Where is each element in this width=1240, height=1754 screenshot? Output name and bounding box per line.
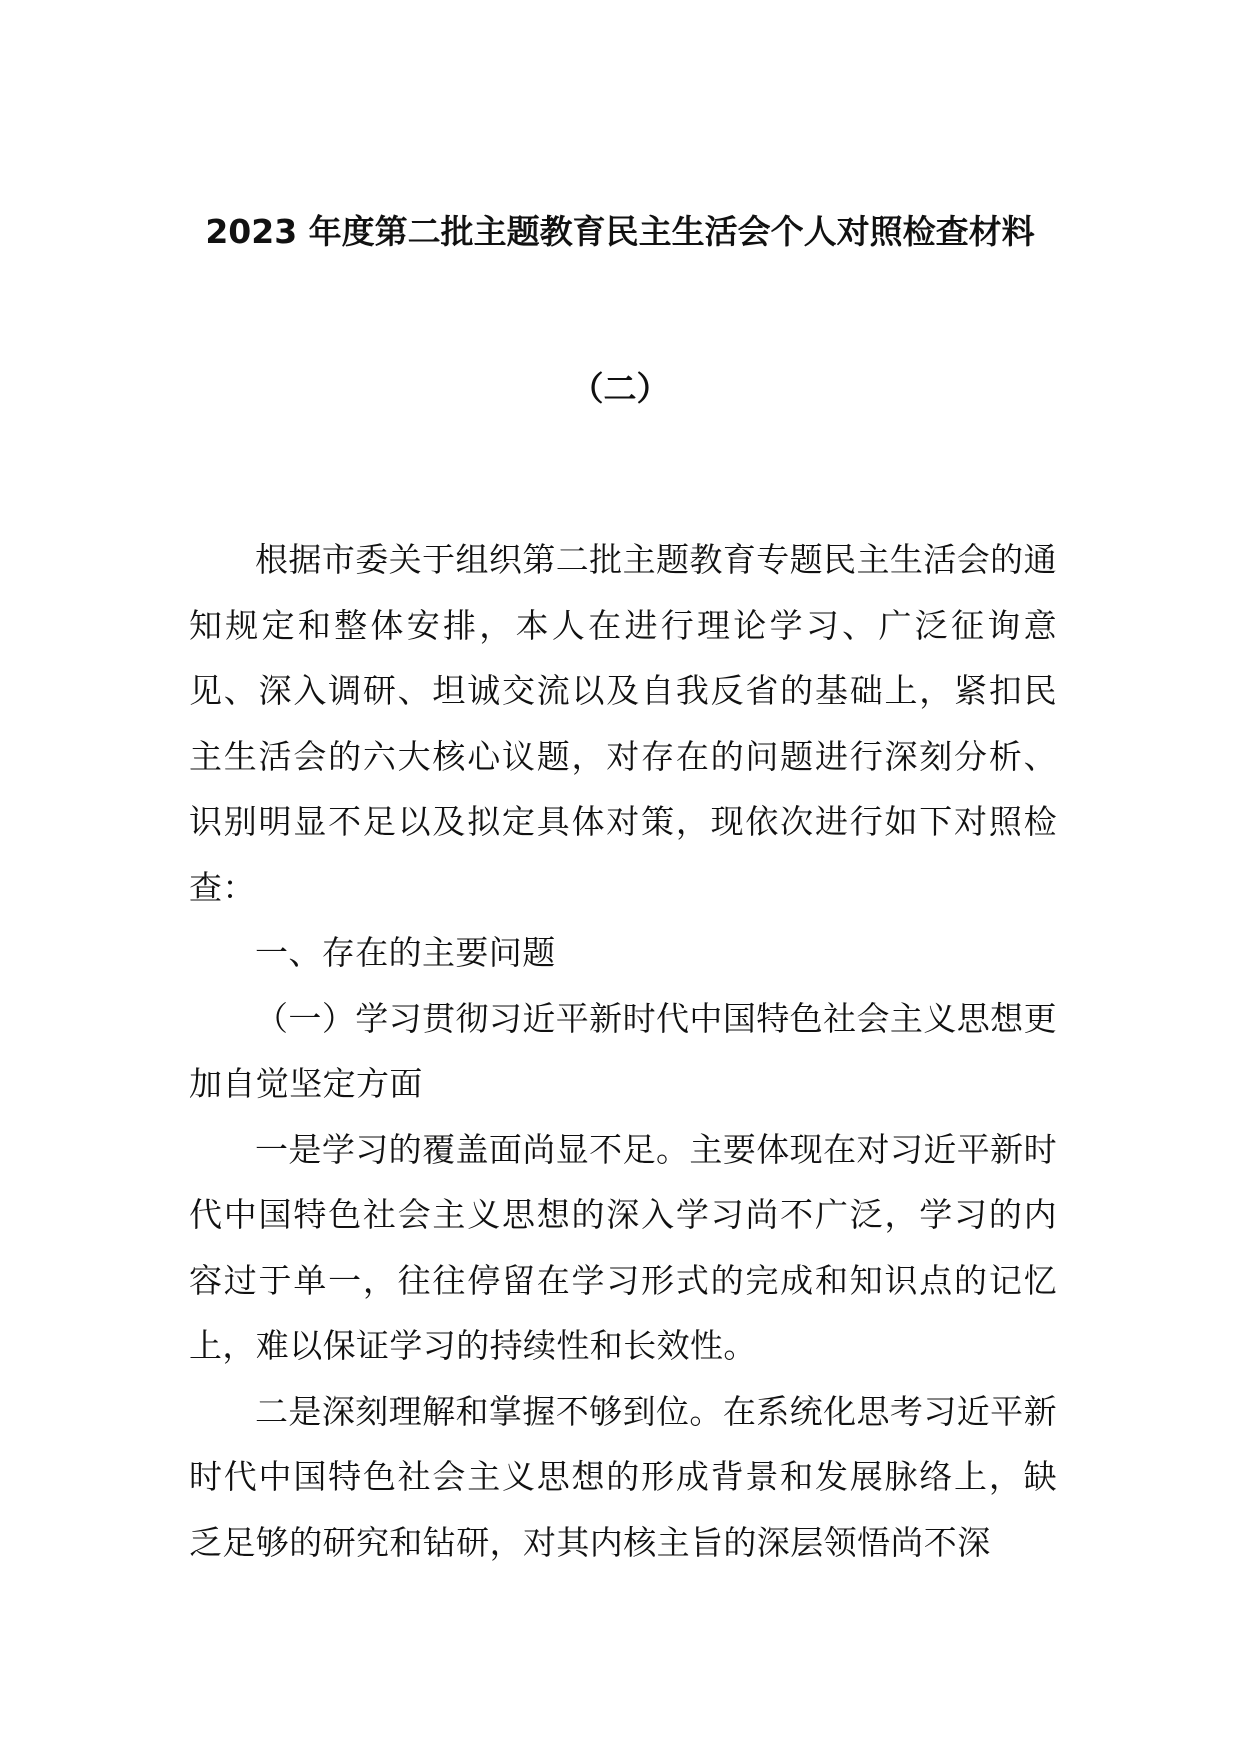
document-body [189,527,1057,1575]
document-title: 2023 年度第二批主题教育民主生活会个人对照检查材料 [205,212,1035,251]
document-subtitle: （二） [570,369,670,408]
point-one-paragraph: 一是学习的覆盖面尚显不足。主要体现在对习近平新时代中国特色社会主义思想的深入学习尚不广泛，学习的内容过于单一，往往停留在学习形式的完成和知识点的记忆上，难以保证学习的持续性和长效性。 [189,1129,1057,1365]
point-two-paragraph: 二是深刻理解和掌握不够到位。在系统化思考习近平新时代中国特色社会主义思想的形成背景和发展脉络上，缺乏足够的研究和钻研，对其内核主旨的深层领悟尚不深 [189,1391,1057,1562]
section-heading: 一、存在的主要问题 [255,933,556,972]
subsection-heading: （一）学习贯彻习近平新时代中国特色社会主义思想更加自觉坚定方面 [189,998,1057,1103]
intro-paragraph: 根据市委关于组织第二批主题教育专题民主生活会的通知规定和整体安排，本人在进行理论学习、广泛征询意见、深入调研、坦诚交流以及自我反省的基础上，紧扣民主生活会的六大核心议题，对存在的问题进行深刻分析、识别明显不足以及拟定具体对策，现依次进行如下对照检查： [189,540,1057,907]
